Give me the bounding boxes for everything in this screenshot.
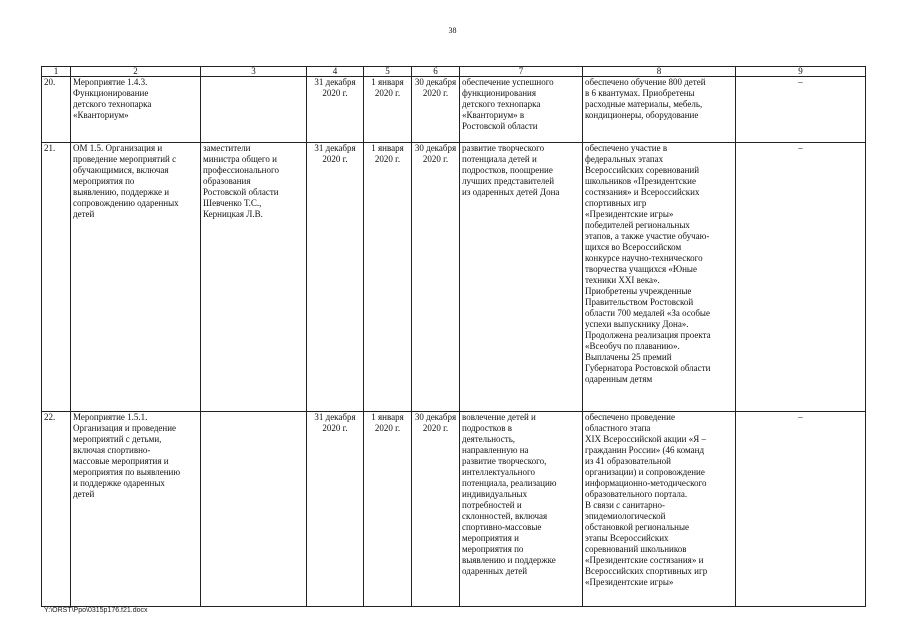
column-header: 7 [460, 67, 583, 77]
achieved-result: обеспечено участие в федеральных этапах Всероссийских соревнований школьников «Президентские состязания» и Всероссийских спортивных игр «Президентские игры» победителей региональных этапов, а также участие обучаю- щихся во Всероссийском конкурсе научно-технического творчества учащихся «Юные техники XXI века». Приобретены учрежденные Правительством Ростовской области 700 медалей «За особые успехи выпускнику Дона». Продолжена реализация проекта «Всеобуч по плаванию». Выплачены 25 премий Губернатора Ростовской области одаренным детям [583, 143, 736, 412]
table-row [42, 77, 866, 143]
activity-name: ОМ 1.5. Организация и проведение мероприятий с обучающимися, включая мероприятия по выявлению, поддержке и сопровождению одаренных детей [71, 143, 201, 412]
column-header: 8 [583, 67, 736, 77]
row-number: 21. [42, 143, 71, 412]
document-file-path: Y:\ORST\Ppo\0315p176.f21.docx [44, 607, 148, 614]
planned-end-date: 31 декабря 2020 г. [307, 77, 364, 143]
report-table [41, 66, 866, 607]
row-number: 22. [42, 412, 71, 607]
planned-end-date: 31 декабря 2020 г. [307, 143, 364, 412]
note-cell: – [736, 412, 866, 607]
activity-name: Мероприятие 1.5.1. Организация и проведение мероприятий с детьми, включая спортивно- массовые мероприятия и мероприятия по выявлению и поддержке одаренных детей [71, 412, 201, 607]
expected-result: развитие творческого потенциала детей и подростков, поощрение лучших представителей из одаренных детей Дона [460, 143, 583, 412]
column-header: 6 [412, 67, 460, 77]
actual-start-date: 1 января 2020 г. [364, 143, 412, 412]
planned-end-date: 31 декабря 2020 г. [307, 412, 364, 607]
page-number: 38 [448, 26, 457, 35]
row-number: 20. [42, 77, 71, 143]
responsible-cell [201, 412, 307, 607]
expected-result: вовлечение детей и подростков в деятельность, направленную на развитие творческого, интеллектуального потенциала, реализацию индивидуальных потребностей и склонностей, включая спортивно-массовые мероприятия и мероприятия по выявлению и поддержке одаренных детей [460, 412, 583, 607]
note-cell: – [736, 143, 866, 412]
responsible-cell [201, 77, 307, 143]
actual-end-date: 30 декабря 2020 г. [412, 77, 460, 143]
achieved-result: обеспечено проведение областного этапа XIX Всероссийской акции «Я – гражданин России» (46 команд из 41 образовательной организации) и сопровождение информационно-методического образовательного портала. В связи с санитарно- эпидемиологической обстановкой региональные этапы Всероссийских соревнований школьников «Президентские состязания» и Всероссийских спортивных игр «Президентские игры» [583, 412, 736, 607]
actual-start-date: 1 января 2020 г. [364, 77, 412, 143]
column-header: 3 [201, 67, 307, 77]
actual-start-date: 1 января 2020 г. [364, 412, 412, 607]
responsible-cell: заместители министра общего и профессионального образования Ростовской области Шевченко Т.С., Керницкая Л.В. [201, 143, 307, 412]
activity-name: Мероприятие 1.4.3. Функционирование детского технопарка «Кванториум» [71, 77, 201, 143]
table-row [42, 143, 866, 412]
column-header: 1 [42, 67, 71, 77]
actual-end-date: 30 декабря 2020 г. [412, 412, 460, 607]
column-header: 2 [71, 67, 201, 77]
note-cell: – [736, 77, 866, 143]
column-header: 9 [736, 67, 866, 77]
column-number-row [42, 67, 866, 77]
column-header: 5 [364, 67, 412, 77]
actual-end-date: 30 декабря 2020 г. [412, 143, 460, 412]
achieved-result: обеспечено обучение 800 детей в 6 квантумах. Приобретены расходные материалы, мебель, кондиционеры, оборудование [583, 77, 736, 143]
expected-result: обеспечение успешного функционирования детского технопарка «Кванториум» в Ростовской области [460, 77, 583, 143]
table-row [42, 412, 866, 607]
column-header: 4 [307, 67, 364, 77]
